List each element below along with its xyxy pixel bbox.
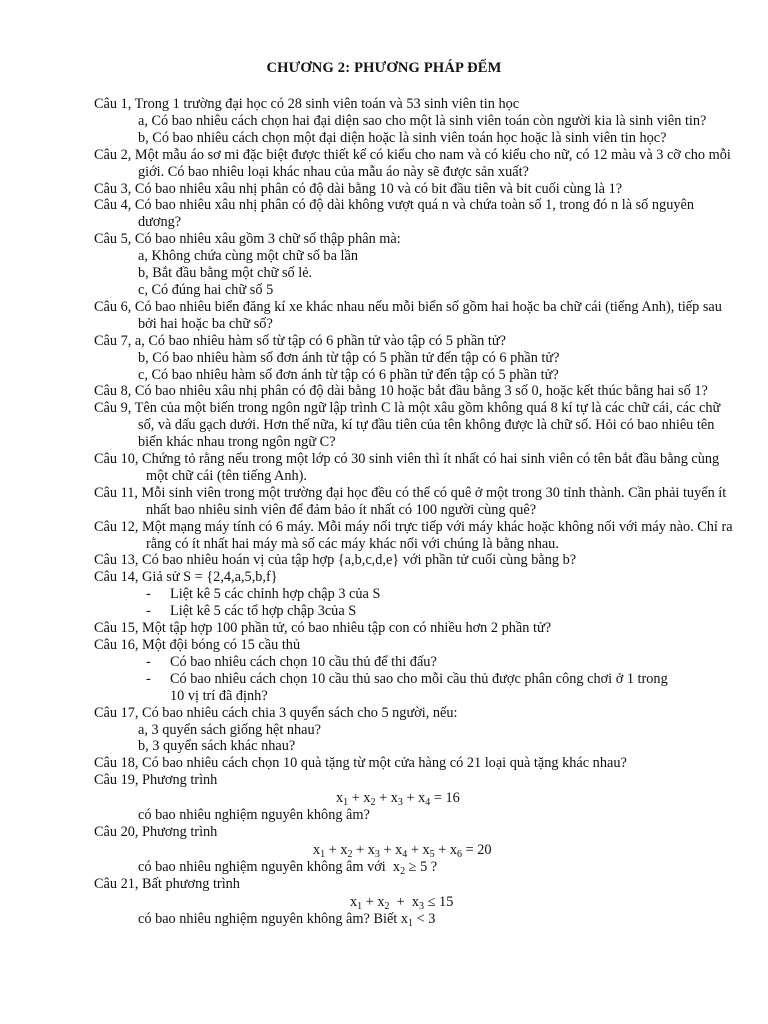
question-1a: a, Có bao nhiêu cách chọn hai đại diện sao cho một là sinh viên toán còn người kia là sinh viên tin? (138, 112, 707, 129)
question-19: Câu 19, Phương trình (94, 772, 218, 789)
question-5c: c, Có đúng hai chữ số 5 (138, 281, 274, 298)
question-2: Câu 2, Một mẫu áo sơ mi đặc biệt được thiết kế có kiểu cho nam và có kiểu cho nữ, có 12 màu và 3 cỡ cho mỗi giới. Có bao nhiêu loại khác nhau của mẫu áo này sẽ được sản xuất? (94, 146, 731, 180)
question-3: Câu 3, Có bao nhiêu xâu nhị phân có độ dài bằng 10 và có bit đầu tiên và bit cuối cùng là 1? (94, 180, 623, 197)
question-4: Câu 4, Có bao nhiêu xâu nhị phân có độ dài không vượt quá n và chứa toàn số 1, trong đó n là số nguyên dương? (94, 197, 694, 231)
question-14-item-2: - Liệt kê 5 các tổ hợp chập 3của S (146, 603, 357, 620)
question-7c: c, Có bao nhiêu hàm số đơn ánh từ tập có 6 phần tử đến tập có 5 phần tử? (138, 366, 559, 383)
question-16-item-2-cont: 10 vị trí đã định? (170, 687, 268, 704)
question-14-item-1: - Liệt kê 5 các chỉnh hợp chập 3 của S (146, 586, 381, 603)
question-5a: a, Không chứa cùng một chữ số ba lần (138, 248, 358, 265)
question-16-item-2: - Có bao nhiêu cách chọn 10 cầu thủ sao cho mỗi cầu thủ được phân công chơi ở 1 trong (146, 670, 668, 687)
question-6: Câu 6, Có bao nhiêu biển đăng kí xe khác nhau nếu mỗi biển số gồm hai hoặc ba chữ cái (tiếng Anh), tiếp sau bởi hai hoặc ba chữ số? (94, 298, 722, 332)
equation-20: $x_1 + x_2 + x_3 + x_4 + x_5 + x_6 = 20$ (313, 841, 492, 860)
question-7b: b, Có bao nhiêu hàm số đơn ánh từ tập có 5 phần tử đến tập có 6 phần tử? (138, 349, 560, 366)
question-16-item-1: - Có bao nhiêu cách chọn 10 cầu thủ để thi đấu? (146, 653, 437, 670)
question-21: Câu 21, Bất phương trình (94, 875, 240, 892)
question-5: Câu 5, Có bao nhiêu xâu gồm 3 chữ số thập phân mà: (94, 231, 401, 248)
chapter-title: CHƯƠNG 2: PHƯƠNG PHÁP ĐẾM (266, 60, 502, 76)
question-14: Câu 14, Giả sử S = {2,4,a,5,b,f} (94, 569, 278, 586)
question-20-text: có bao nhiêu nghiệm nguyên không âm với $x_2 \ge 5$ ? (138, 858, 438, 877)
equation-19: $x_1 + x_2 + x_3 + x_4 = 16$ (336, 790, 460, 809)
question-7a: Câu 7, a, Có bao nhiêu hàm số từ tập có 6 phần tử vào tập có 5 phần tử? (94, 332, 506, 349)
question-10: Câu 10, Chứng tỏ rằng nếu trong một lớp có 30 sinh viên thì ít nhất có hai sinh viên có tên bắt đầu bằng cùng một chữ cái (tên tiếng Anh). (94, 451, 720, 484)
question-8: Câu 8, Có bao nhiêu xâu nhị phân có độ dài bằng 10 hoặc bắt đầu bằng 3 số 0, hoặc kết thúc bằng hai số 1? (94, 383, 708, 400)
question-17b: b, 3 quyển sách khác nhau? (138, 738, 296, 755)
question-16: Câu 16, Một đội bóng có 15 cầu thủ (94, 637, 301, 653)
question-15: Câu 15, Một tập hợp 100 phần tử, có bao nhiêu tập con có nhiều hơn 2 phần tử? (94, 620, 552, 637)
question-5b: b, Bắt đầu bằng một chữ số lẻ. (138, 265, 313, 282)
question-1: Câu 1, Trong 1 trường đại học có 28 sinh viên toán và 53 sinh viên tin học (94, 96, 520, 112)
question-13: Câu 13, Có bao nhiêu hoán vị của tập hợp {a,b,c,d,e} với phần tử cuối cùng bằng b? (94, 552, 577, 569)
question-17: Câu 17, Có bao nhiêu cách chia 3 quyển sách cho 5 người, nếu: (94, 704, 458, 721)
question-17a: a, 3 quyển sách giống hệt nhau? (138, 721, 322, 738)
exercise-list (94, 96, 734, 927)
question-9: Câu 9, Tên của một biến trong ngôn ngữ lập trình C là một xâu gồm không quá 8 kí tự là các chữ cái, các chữ số, và dấu gạch dưới. Hơn thế nữa, kí tự đầu tiên của tên không được là chữ số. Hỏi có bao nhiêu tên biến khác nhau trong ngôn ngữ C? (94, 400, 721, 451)
question-21-text: có bao nhiêu nghiệm nguyên không âm? Biết $x_1 < 3$ (138, 910, 436, 929)
question-11: Câu 11, Mỗi sinh viên trong một trường đại học đều có thể có quê ở một trong 30 tỉnh thành. Cần phải tuyển ít nhất bao nhiêu sinh viên để đảm bảo ít nhất có 100 người cùng quê? (94, 484, 727, 518)
question-20: Câu 20, Phương trình (94, 823, 218, 840)
question-18: Câu 18, Có bao nhiêu cách chọn 10 quà tặng từ một cửa hàng có 21 loại quà tặng khác nhau? (94, 755, 627, 772)
inequality-21: $x_1 + x_2 + x_3 \le 15$ (350, 893, 454, 912)
question-12: Câu 12, Một mạng máy tính có 6 máy. Mỗi máy nối trực tiếp với máy khác hoặc không nối với máy nào. Chỉ ra rằng có ít nhất hai máy mà số các máy khác nối với chúng là bằng nhau. (94, 518, 733, 552)
question-19-text: có bao nhiêu nghiệm nguyên không âm? (138, 807, 370, 824)
question-1b: b, Có bao nhiêu cách chọn một đại diện hoặc là sinh viên toán học hoặc là sinh viên tin học? (138, 129, 667, 146)
